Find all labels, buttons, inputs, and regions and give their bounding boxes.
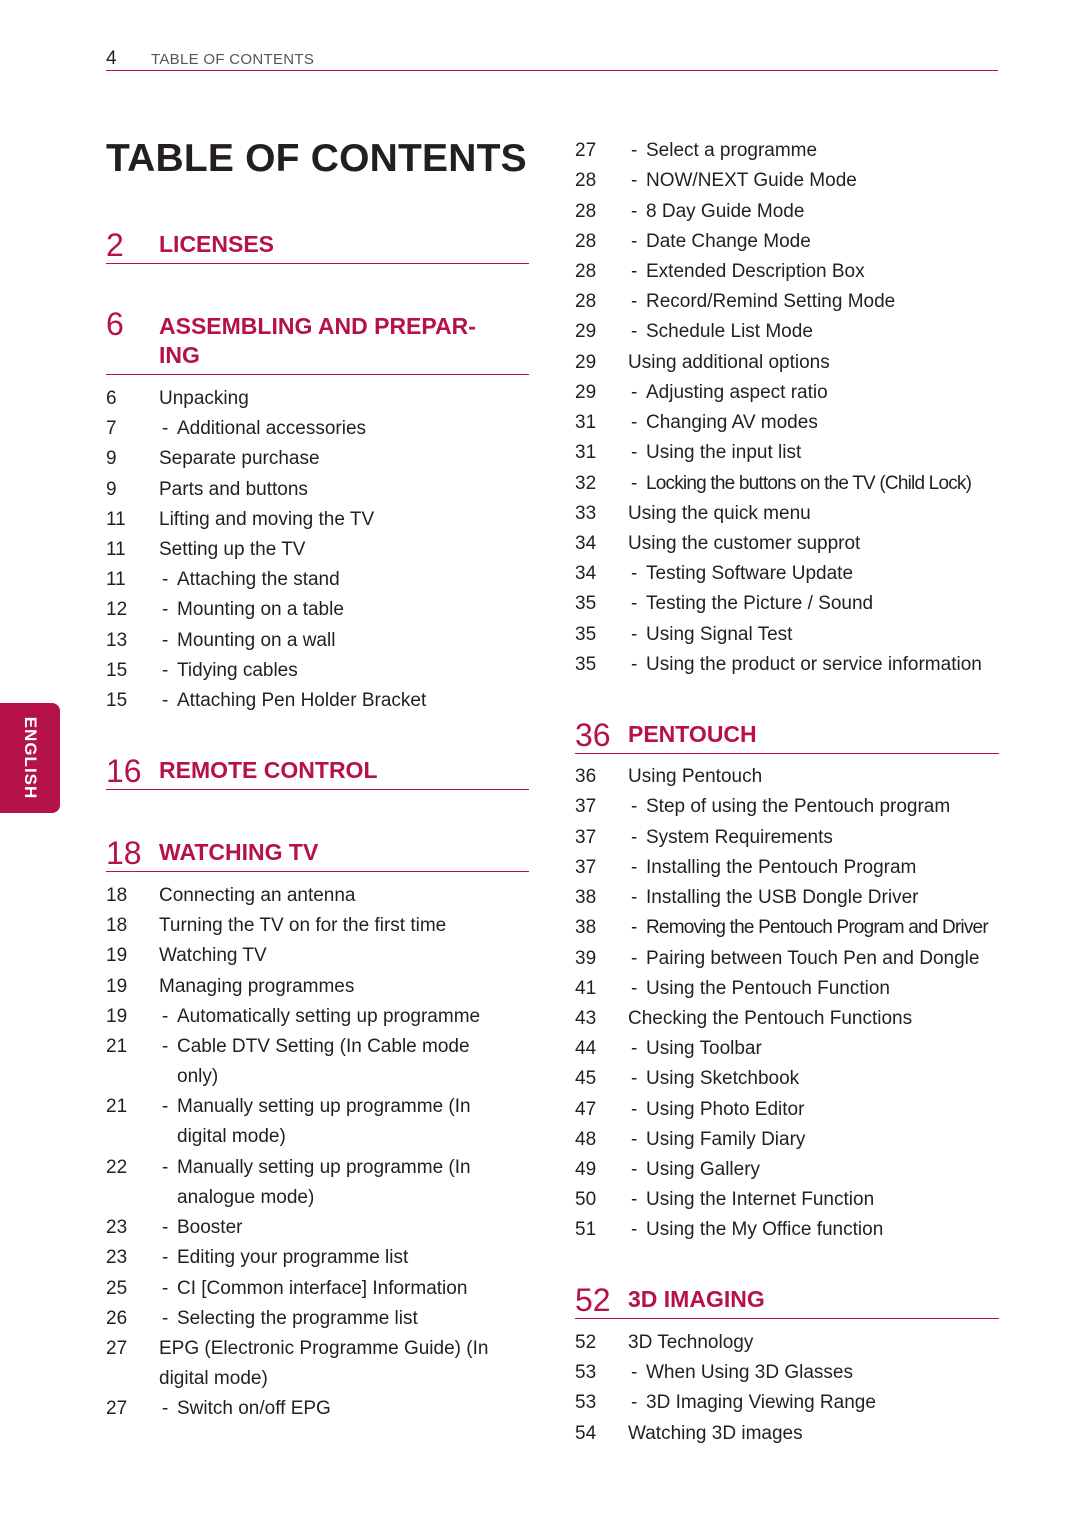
section-page-number: 36 — [575, 717, 611, 753]
language-tab-label: ENGLISH — [21, 716, 40, 800]
toc-section-watching-tv[interactable] — [106, 830, 529, 872]
page-number: 4 — [106, 48, 117, 69]
page-title: TABLE OF CONTENTS — [106, 137, 527, 180]
toc-section-licenses[interactable] — [106, 222, 529, 264]
toc-section-remote-control[interactable] — [106, 748, 529, 790]
section-title: REMOTE CONTROL — [159, 757, 378, 783]
header-section-title: TABLE OF CONTENTS — [151, 51, 315, 68]
toc-section-assembling[interactable] — [106, 305, 529, 375]
section-page-number: 2 — [106, 227, 124, 263]
section-title: 3D IMAGING — [628, 1286, 765, 1312]
toc-section-3d-imaging[interactable] — [575, 1277, 999, 1319]
section-title: PENTOUCH — [628, 721, 757, 747]
section-page-number: 6 — [106, 306, 124, 342]
page-header — [106, 46, 998, 71]
section-title: WATCHING TV — [159, 839, 319, 865]
section-page-number: 52 — [575, 1282, 611, 1318]
section-page-number: 16 — [106, 753, 142, 789]
toc-section-pentouch[interactable] — [575, 712, 999, 754]
section-title: LICENSES — [159, 231, 275, 257]
section-title: ASSEMBLING AND PREPAR- ING — [159, 313, 476, 368]
section-page-number: 18 — [106, 835, 142, 871]
language-tab — [0, 703, 60, 813]
